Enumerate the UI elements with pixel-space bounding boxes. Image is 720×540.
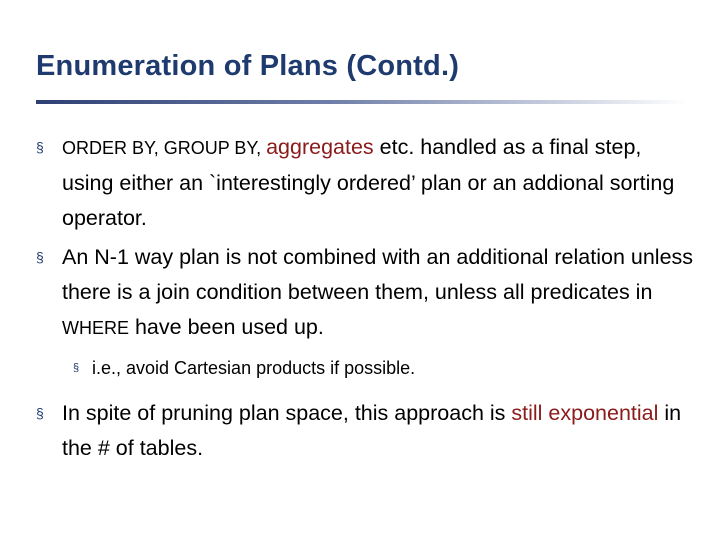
- slide-title: Enumeration of Plans (Contd.): [36, 50, 460, 82]
- sub-bullet-item-1: [36, 354, 696, 382]
- bullet-3-highlight: still exponential: [511, 401, 659, 425]
- bullet-2-keyword: WHERE: [62, 318, 129, 338]
- bullet-list: [36, 130, 696, 466]
- sub-bullet-text: i.e., avoid Cartesian products if possible.: [92, 358, 416, 378]
- bullet-marker-icon: §: [36, 405, 44, 421]
- bullet-1-part-3: etc. handled as a final step, using either an `interestingly ordered’ plan or an addional sorting operator.: [62, 135, 675, 230]
- bullet-marker-icon: §: [36, 139, 44, 155]
- bullet-1-part-1: ORDER BY, GROUP BY,: [62, 138, 267, 158]
- bullet-1-highlight: aggregates: [266, 135, 374, 159]
- sub-bullet-marker-icon: §: [73, 362, 80, 374]
- title-underline: [36, 100, 688, 104]
- bullet-2-part-3: have been used up.: [129, 315, 324, 339]
- bullet-item-2: [36, 240, 696, 346]
- bullet-2-part-1: An N-1 way plan is not combined with an additional relation unless there is a join condition between them, unless all predicates in: [62, 245, 694, 304]
- bullet-marker-icon: §: [36, 249, 44, 265]
- bullet-item-1: [36, 130, 696, 236]
- bullet-item-3: [36, 396, 696, 466]
- bullet-3-part-3: in the # of tables.: [62, 401, 682, 460]
- bullet-3-part-1: In spite of pruning plan space, this approach is: [62, 401, 512, 425]
